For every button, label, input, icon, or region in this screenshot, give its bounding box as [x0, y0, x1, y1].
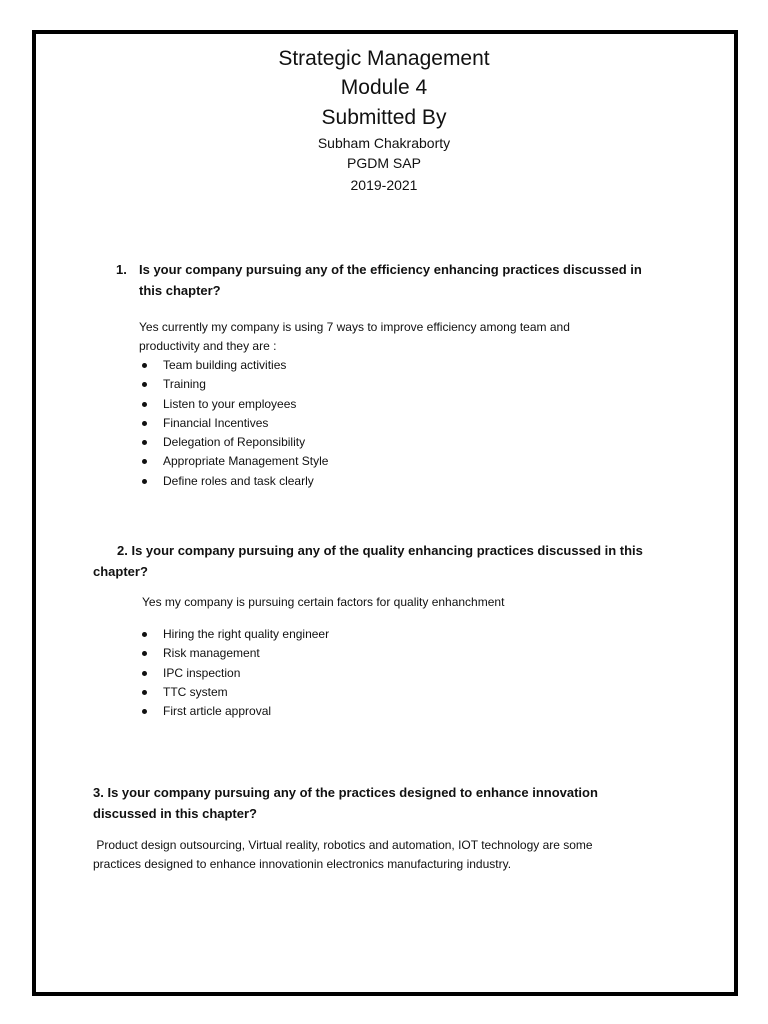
- list-item: Risk management: [140, 644, 329, 663]
- list-item: Hiring the right quality engineer: [140, 625, 329, 644]
- question-1-number: 1.: [116, 262, 127, 277]
- module-label: Module 4: [340, 76, 428, 99]
- list-item: Define roles and task clearly: [140, 472, 328, 491]
- list-item: First article approval: [140, 702, 329, 721]
- list-item: Appropriate Management Style: [140, 452, 328, 471]
- list-item: Financial Incentives: [140, 414, 328, 433]
- question-3-line-1: 3. Is your company pursuing any of the practices designed to enhance innovation: [93, 785, 598, 800]
- answer-1-line-2: productivity and they are :: [139, 339, 277, 353]
- list-item: Delegation of Reponsibility: [140, 433, 328, 452]
- answer-2-list: [140, 625, 329, 721]
- question-2-line-2: chapter?: [93, 564, 148, 579]
- question-1-line-2: this chapter?: [139, 283, 221, 298]
- question-1-line-1: Is your company pursuing any of the efficiency enhancing practices discussed in: [139, 262, 642, 277]
- answer-2: Yes my company is pursuing certain factors for quality enhanchment: [142, 595, 505, 609]
- list-item: Listen to your employees: [140, 395, 328, 414]
- list-item: Team building activities: [140, 356, 328, 375]
- answer-1-line-1: Yes currently my company is using 7 ways to improve efficiency among team and: [139, 320, 570, 334]
- submitted-by-label: Submitted By: [321, 106, 447, 129]
- program-name: PGDM SAP: [347, 155, 421, 171]
- question-2-line-1: 2. Is your company pursuing any of the quality enhancing practices discussed in this: [117, 543, 643, 558]
- answer-3-line-1: Product design outsourcing, Virtual reality, robotics and automation, IOT technology are some: [93, 838, 593, 852]
- years: 2019-2021: [350, 177, 418, 193]
- list-item: IPC inspection: [140, 664, 329, 683]
- question-3-line-2: discussed in this chapter?: [93, 806, 257, 821]
- list-item: TTC system: [140, 683, 329, 702]
- list-item: Training: [140, 375, 328, 394]
- document-title: Strategic Management: [278, 47, 490, 70]
- answer-1-list: [140, 356, 328, 491]
- author-name: Subham Chakraborty: [317, 135, 451, 151]
- answer-3-line-2: practices designed to enhance innovationin electronics manufacturing industry.: [93, 857, 512, 871]
